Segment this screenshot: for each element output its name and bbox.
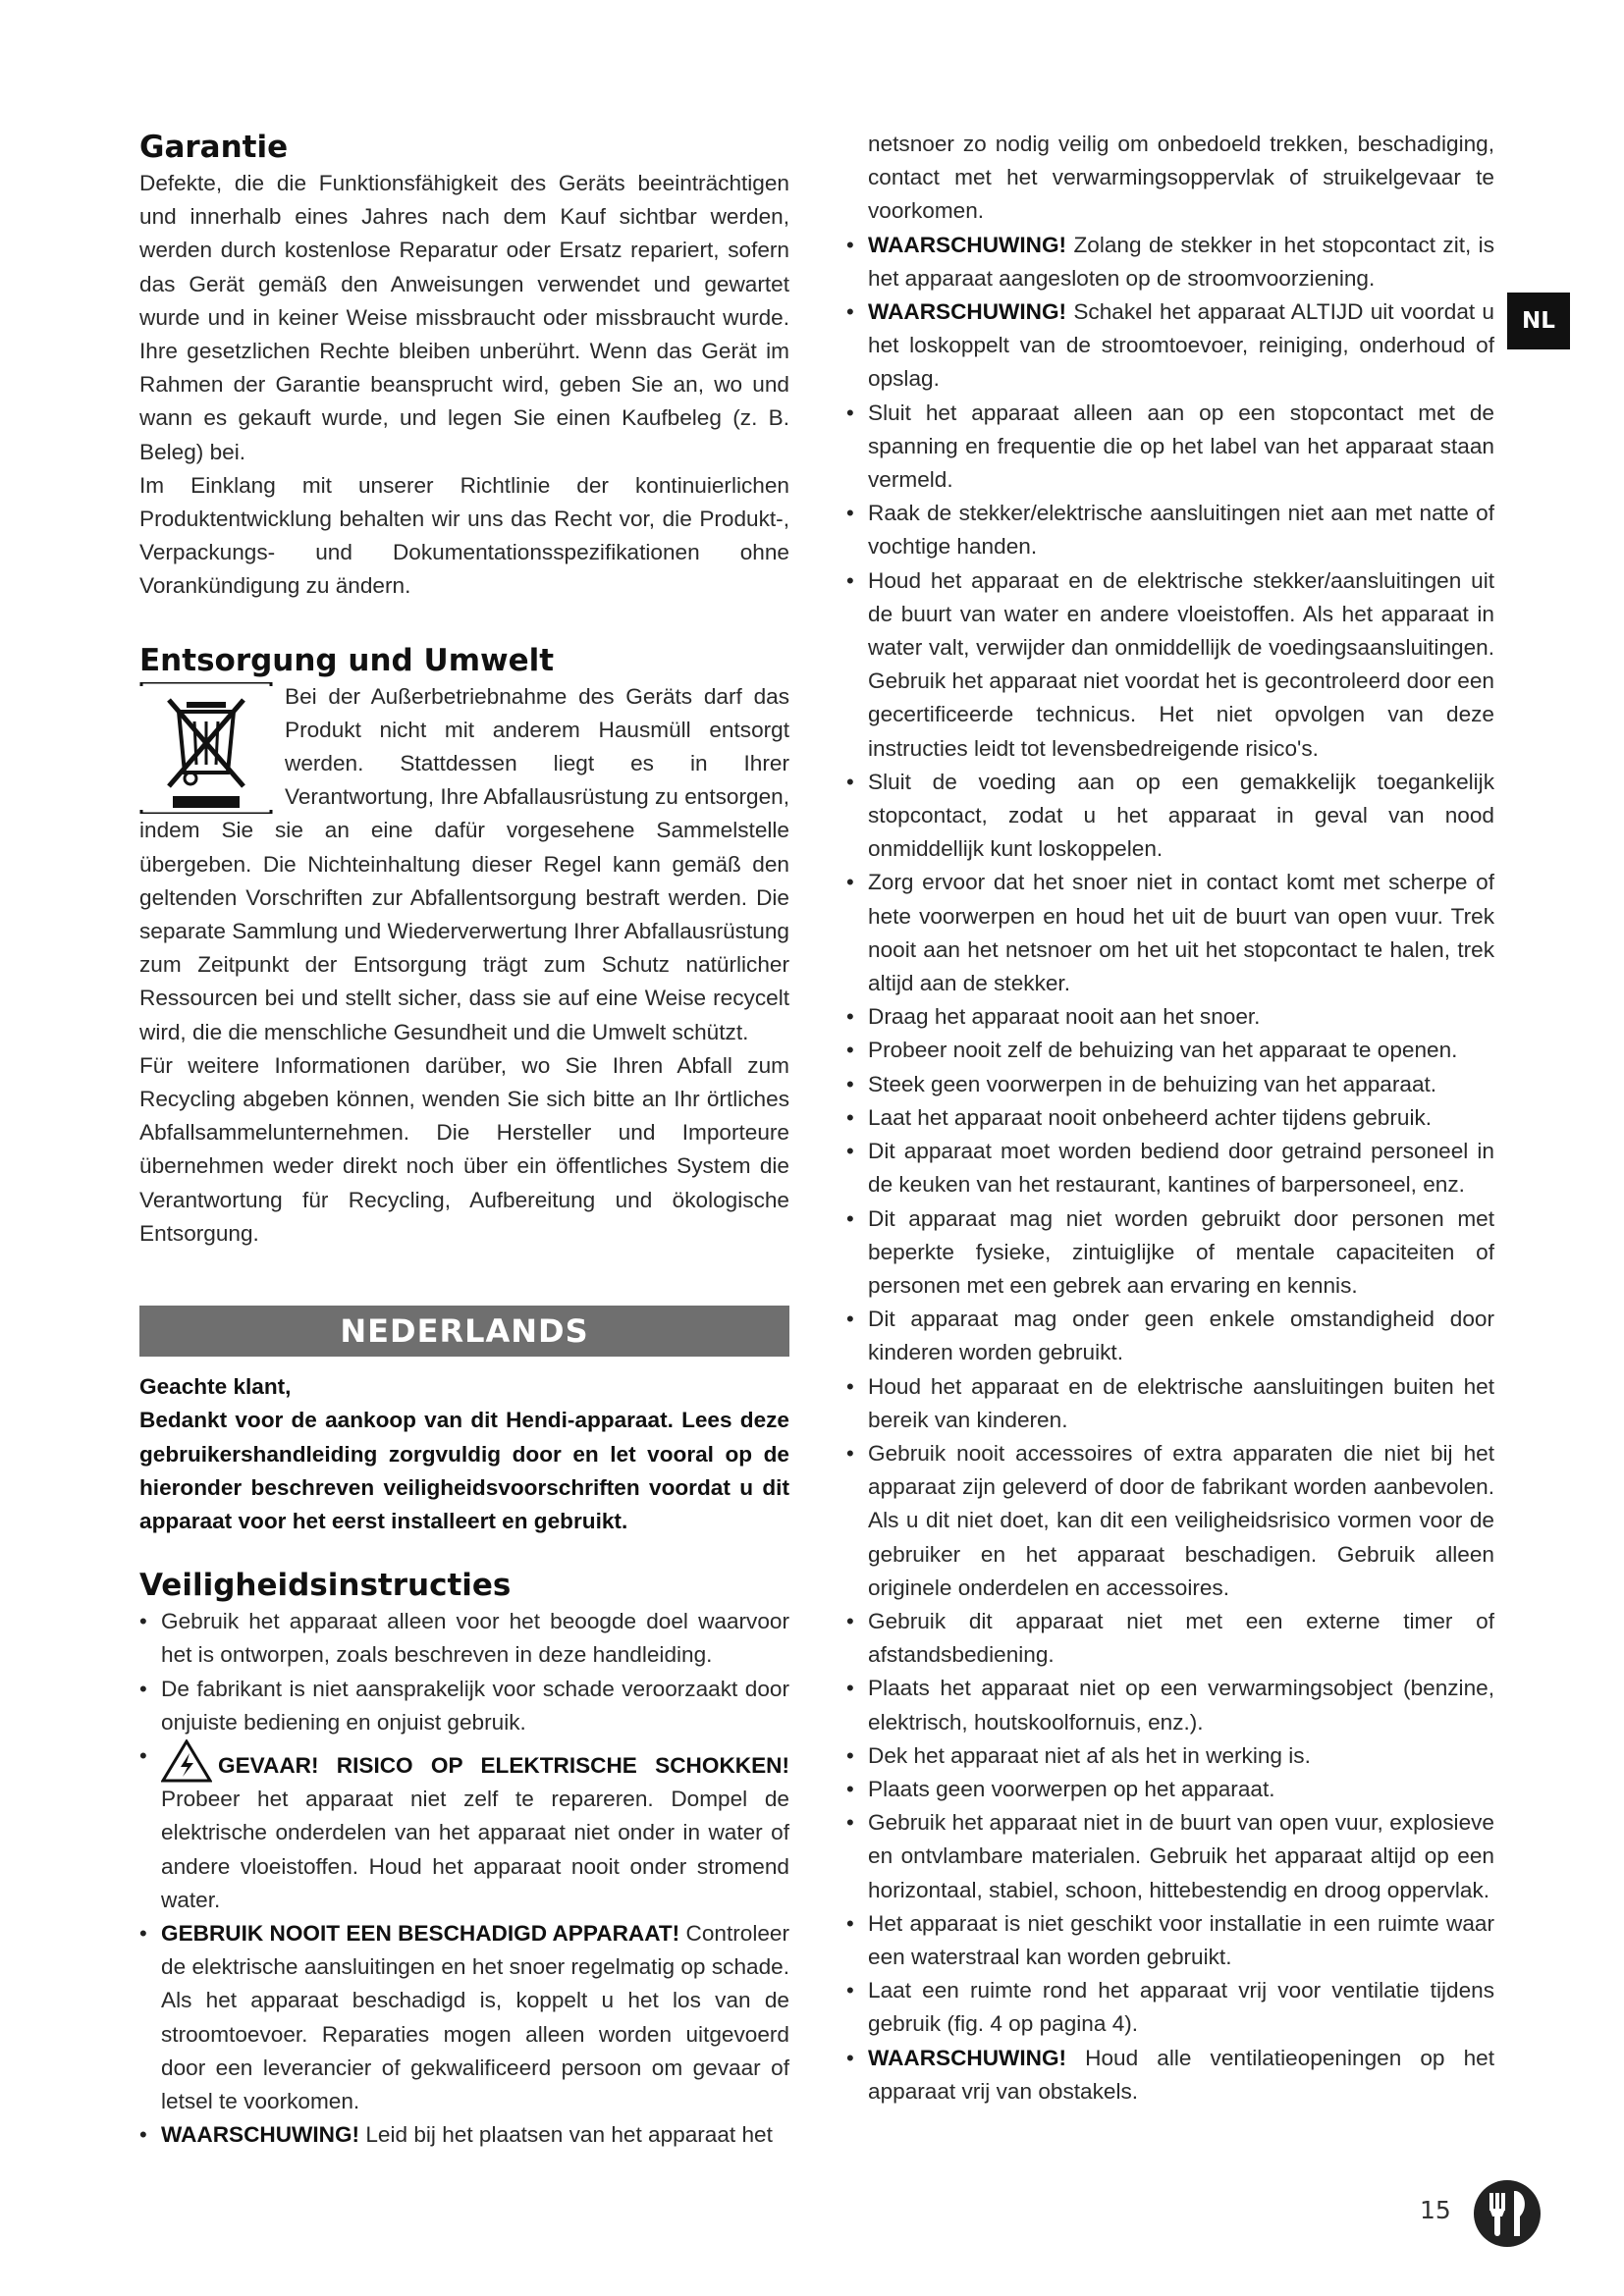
list-item: • Dit apparaat mag niet worden gebruikt door personen met beperkte fysieke, zintuiglijke of mentale capaciteiten of personen met een gebrek aan ervaring en kennis. (846, 1202, 1494, 1304)
section-title-garantie: Garantie (139, 130, 289, 165)
list-item: • Houd het apparaat en de elektrische aansluitingen buiten het bereik van kinderen. (846, 1370, 1494, 1437)
section-title-veiligheid: Veiligheidsinstructies (139, 1568, 512, 1604)
cutlery-logo-icon (1473, 2179, 1542, 2248)
list-item: • Steek geen voorwerpen in de behuizing van het apparaat. (846, 1068, 1494, 1101)
list-item: • Gebruik het apparaat alleen voor het beoogde doel waarvoor het is ontworpen, zoals beschreven in deze handleiding. (139, 1605, 789, 1672)
list-item: • Raak de stekker/elektrische aansluitingen niet aan met natte of vochtige handen. (846, 497, 1494, 563)
list-item: • Plaats geen voorwerpen op het apparaat. (846, 1773, 1494, 1806)
list-item: • WAARSCHUWING! Houd alle ventilatieopeningen op het apparaat vrij van obstakels. (846, 2042, 1494, 2109)
section-title-entsorgung: Entsorgung und Umwelt (139, 642, 555, 678)
list-item: • Gebruik het apparaat niet in de buurt van open vuur, explosieve en ontvlambare materialen. Gebruik het apparaat altijd op een horizontaal, stabiel, schoon, hittebestendig en droog oppervlak. (846, 1806, 1494, 1907)
list-item: • Laat een ruimte rond het apparaat vrij voor ventilatie tijdens gebruik (fig. 4 op pagina 4). (846, 1974, 1494, 2041)
list-item: • Dit apparaat mag onder geen enkele omstandigheid door kinderen worden gebruikt. (846, 1303, 1494, 1369)
list-item: • WAARSCHUWING! Zolang de stekker in het stopcontact zit, is het apparaat aangesloten op de stroomvoorziening. (846, 229, 1494, 295)
intro-paragraph: Bedankt voor de aankoop van dit Hendi-apparaat. Lees deze gebruikershandleiding zorgvuldig door en let vooral op de hieronder beschreven veiligheidsvoorschriften voordat u dit apparaat voor het eerst installeert en gebruikt. (139, 1408, 789, 1533)
language-heading-bar: NEDERLANDS (139, 1306, 789, 1357)
left-column (139, 128, 789, 2152)
list-item: • WAARSCHUWING! Leid bij het plaatsen van het apparaat het (139, 2118, 789, 2152)
list-item: • WAARSCHUWING! Schakel het apparaat ALTIJD uit voordat u het loskoppelt van de stroomtoevoer, reiniging, onderhoud of opslag. (846, 295, 1494, 397)
list-item: • Dek het apparaat niet af als het in werking is. (846, 1739, 1494, 1773)
garantie-paragraph-1: Defekte, die die Funktionsfähigkeit des Geräts beeinträchtigen und innerhalb eines Jahres nach dem Kauf sichtbar werden, werden durch kostenlose Reparatur oder Ersatz repariert, sofern das Gerät gemäß den Anweisungen verwendet und gewartet wurde und in keiner Weise missbraucht oder missbraucht wurde. Ihre gesetzlichen Rechte bleiben unberührt. Wenn das Gerät im Rahmen der Garantie beansprucht wird, geben Sie an, wo und wann es gekauft wurde, und legen Sie einen Kaufbeleg (z. B. Beleg) bei. (139, 171, 789, 464)
safety-list-left (139, 1605, 789, 2152)
safety-list-right (846, 229, 1494, 2109)
list-item: • Gebruik nooit accessoires of extra apparaten die niet bij het apparaat zijn geleverd of door de fabrikant worden aanbevolen. Als u dit niet doet, kan dit een veiligheidsrisico vormen voor de gebruiker en het apparaat beschadigen. Gebruik alleen originele onderdelen en accessoires. (846, 1437, 1494, 1605)
weee-block (139, 680, 789, 1049)
list-item: • Houd het apparaat en de elektrische stekker/aansluitingen uit de buurt van water en andere vloeistoffen. Als het apparaat in water valt, verwijder dan onmiddellijk de voedingsaansluitingen. Gebruik het apparaat niet voordat het is gecontroleerd door een gecertificeerde technicus. Het niet opvolgen van deze instructies leidt tot levensbedreigende risico's. (846, 564, 1494, 766)
greeting: Geachte klant, (139, 1374, 292, 1400)
entsorgung-paragraph-1: Bei der Außerbetriebnahme des Geräts darf das Produkt nicht mit anderem Hausmüll entsorgt werden. Stattdessen liegt es in Ihrer Verantwortung, Ihre Abfallausrüstung zu entsorgen, indem Sie sie an eine dafür vorgesehene Sammelstelle übergeben. Die Nichteinhaltung dieser Regel kann gemäß den geltenden Vorschriften zur Abfallentsorgung bestraft werden. Die separate Sammlung und Wiederverwertung Ihrer Abfallausrüstung zum Zeitpunkt der Entsorgung trägt zum Schutz natürlicher Ressourcen bei und stellt sicher, dass sie auf eine Weise recycelt wird, die die menschliche Gesundheit und die Umwelt schützt. (139, 683, 789, 1044)
list-item: • Het apparaat is niet geschikt voor installatie in een ruimte waar een waterstraal kan worden gebruikt. (846, 1907, 1494, 1974)
entsorgung-paragraph-2: Für weitere Informationen darüber, wo Sie Ihren Abfall zum Recycling abgeben können, wenden Sie sich bitte an Ihr örtliches Abfallsammelunternehmen. Die Hersteller und Importeure übernehmen weder direkt noch über ein öffentliches System die Verantwortung für Recycling, Aufbereitung und ökologische Entsorgung. (139, 1052, 789, 1246)
list-item: • GEVAAR! RISICO OP ELEKTRISCHE SCHOKKEN! Probeer het apparaat niet zelf te repareren. Dompel de elektrische onderdelen van het apparaat niet onder in water of andere vloeistoffen. Houd het apparaat nooit onder stromend water. (139, 1739, 789, 1917)
list-item: • Dit apparaat moet worden bediend door getraind personeel in de keuken van het restaurant, kantines of barpersoneel, enz. (846, 1135, 1494, 1201)
continued-text: netsnoer zo nodig veilig om onbedoeld trekken, beschadiging, contact met het verwarmingsoppervlak of struikelgevaar te voorkomen. (868, 132, 1494, 224)
electric-hazard-icon (161, 1739, 212, 1783)
list-item: • Zorg ervoor dat het snoer niet in contact komt met scherpe of hete voorwerpen en houd het uit de buurt van open vuur. Trek nooit aan het netsnoer om het uit het stopcontact te halen, trek altijd aan de stekker. (846, 866, 1494, 1000)
list-item: • Gebruik dit apparaat niet met een externe timer of afstandsbediening. (846, 1605, 1494, 1672)
right-column (846, 128, 1494, 2109)
list-item: • Plaats het apparaat niet op een verwarmingsobject (benzine, elektrisch, houtskoolfornuis, enz.). (846, 1672, 1494, 1738)
list-item: • Probeer nooit zelf de behuizing van het apparaat te openen. (846, 1034, 1494, 1067)
page-number: 15 (1420, 2196, 1451, 2224)
language-side-tab: NL (1507, 293, 1570, 349)
list-item: • GEBRUIK NOOIT EEN BESCHADIGD APPARAAT! Controleer de elektrische aansluitingen en het snoer regelmatig op schade. Als het apparaat beschadigd is, koppelt u het los van de stroomtoevoer. Reparaties mogen alleen worden uitgevoerd door een leverancier of gekwalificeerd persoon om gevaar of letsel te voorkomen. (139, 1917, 789, 2118)
list-item: • De fabrikant is niet aansprakelijk voor schade veroorzaakt door onjuiste bediening en onjuist gebruik. (139, 1673, 789, 1739)
list-item: • Sluit de voeding aan op een gemakkelijk toegankelijk stopcontact, zodat u het apparaat in geval van nood onmiddellijk kunt loskoppelen. (846, 766, 1494, 867)
list-item: • Laat het apparaat nooit onbeheerd achter tijdens gebruik. (846, 1101, 1494, 1135)
list-item: • Sluit het apparaat alleen aan op een stopcontact met de spanning en frequentie die op het label van het apparaat staan vermeld. (846, 397, 1494, 498)
list-item: • Draag het apparaat nooit aan het snoer. (846, 1000, 1494, 1034)
garantie-paragraph-2: Im Einklang mit unserer Richtlinie der kontinuierlichen Produktentwicklung behalten wir uns das Recht vor, die Produkt-, Verpackungs- und Dokumentationsspezifikationen ohne Vorankündigung zu ändern. (139, 472, 789, 599)
crossed-out-bin-icon (139, 682, 273, 814)
